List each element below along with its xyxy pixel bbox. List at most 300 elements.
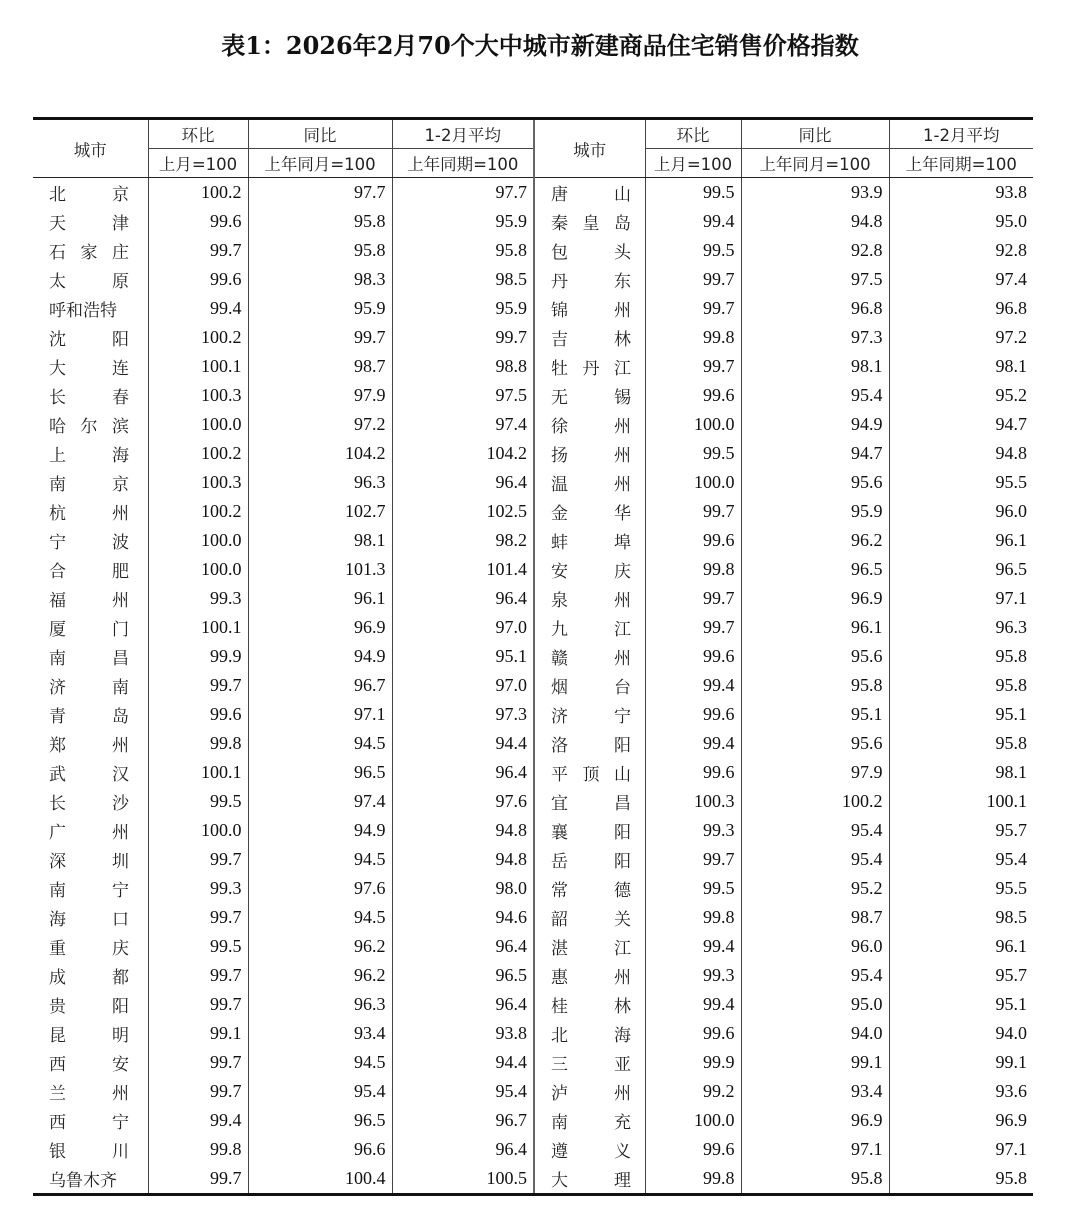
mom-cell-left: 99.7	[148, 961, 248, 990]
yoy-cell-right: 97.5	[741, 265, 889, 294]
mom-cell-right: 99.5	[645, 178, 741, 208]
header-avg-base-left: 上年同期=100	[392, 149, 534, 178]
avg-cell-left: 96.7	[392, 1106, 534, 1135]
city-cell-right	[534, 1106, 645, 1135]
mom-cell-left: 99.7	[148, 1164, 248, 1195]
yoy-cell-left: 96.7	[248, 671, 392, 700]
table-row	[33, 613, 1033, 642]
mom-cell-right: 99.4	[645, 990, 741, 1019]
table-header	[33, 119, 1033, 178]
city-cell-right	[534, 874, 645, 903]
yoy-cell-left: 94.9	[248, 816, 392, 845]
city-cell-left	[33, 874, 148, 903]
city-cell-right	[534, 1077, 645, 1106]
city-name: 平 顶 山	[551, 765, 631, 785]
city-name: 秦 皇 岛	[551, 214, 631, 234]
city-cell-right	[534, 961, 645, 990]
table-row	[33, 961, 1033, 990]
mom-cell-right: 99.8	[645, 555, 741, 584]
table-row	[33, 903, 1033, 932]
table-title: 表1：2026年2月70个大中城市新建商品住宅销售价格指数	[221, 31, 859, 60]
avg-cell-left: 95.9	[392, 294, 534, 323]
city-cell-right	[534, 729, 645, 758]
mom-cell-right: 99.7	[645, 613, 741, 642]
mom-cell-left: 99.6	[148, 207, 248, 236]
city-cell-left	[33, 352, 148, 381]
table-row	[33, 294, 1033, 323]
city-cell-left	[33, 932, 148, 961]
header-yoy-base-right: 上年同月=100	[741, 149, 889, 178]
yoy-cell-right: 92.8	[741, 236, 889, 265]
yoy-cell-right: 95.6	[741, 642, 889, 671]
city-cell-right	[534, 265, 645, 294]
table-row	[33, 468, 1033, 497]
city-cell-right	[534, 555, 645, 584]
city-cell-left	[33, 265, 148, 294]
yoy-cell-right: 98.1	[741, 352, 889, 381]
city-name: 太 原	[49, 272, 129, 292]
avg-cell-left: 97.0	[392, 613, 534, 642]
mom-cell-right: 99.3	[645, 961, 741, 990]
city-name: 西 安	[49, 1055, 129, 1075]
avg-cell-right: 95.2	[889, 381, 1033, 410]
avg-cell-right: 98.1	[889, 352, 1033, 381]
mom-cell-right: 99.7	[645, 497, 741, 526]
city-name: 杭 州	[49, 504, 129, 524]
yoy-cell-right: 95.2	[741, 874, 889, 903]
city-cell-right	[534, 787, 645, 816]
mom-cell-right: 99.7	[645, 265, 741, 294]
city-name: 银 川	[49, 1142, 129, 1162]
table-row	[33, 787, 1033, 816]
mom-cell-right: 99.9	[645, 1048, 741, 1077]
header-mom-base-left: 上月=100	[148, 149, 248, 178]
city-name: 海 口	[49, 910, 129, 930]
avg-cell-right: 95.7	[889, 816, 1033, 845]
mom-cell-right: 100.0	[645, 410, 741, 439]
city-name: 惠 州	[551, 968, 631, 988]
city-name: 南 昌	[49, 649, 129, 669]
mom-cell-left: 99.8	[148, 729, 248, 758]
city-name: 扬 州	[551, 446, 631, 466]
mom-cell-right: 99.6	[645, 381, 741, 410]
mom-cell-right: 99.6	[645, 1135, 741, 1164]
yoy-cell-right: 95.6	[741, 729, 889, 758]
yoy-cell-right: 93.9	[741, 178, 889, 208]
city-name: 岳 阳	[551, 852, 631, 872]
avg-cell-right: 96.8	[889, 294, 1033, 323]
city-cell-right	[534, 497, 645, 526]
table-row	[33, 584, 1033, 613]
yoy-cell-left: 94.5	[248, 729, 392, 758]
table-row	[33, 874, 1033, 903]
city-name: 西 宁	[49, 1113, 129, 1133]
avg-cell-left: 96.4	[392, 468, 534, 497]
city-cell-right	[534, 526, 645, 555]
city-cell-left	[33, 381, 148, 410]
mom-cell-left: 100.3	[148, 468, 248, 497]
city-name: 赣 州	[551, 649, 631, 669]
city-name: 宁 波	[49, 533, 129, 553]
yoy-cell-left: 101.3	[248, 555, 392, 584]
avg-cell-right: 95.4	[889, 845, 1033, 874]
yoy-cell-left: 94.5	[248, 903, 392, 932]
city-name: 桂 林	[551, 997, 631, 1017]
table-row	[33, 497, 1033, 526]
avg-cell-left: 98.2	[392, 526, 534, 555]
city-cell-right	[534, 932, 645, 961]
city-name: 兰 州	[49, 1084, 129, 1104]
yoy-cell-right: 96.9	[741, 1106, 889, 1135]
table-row	[33, 671, 1033, 700]
yoy-cell-left: 97.7	[248, 178, 392, 208]
city-cell-right	[534, 323, 645, 352]
mom-cell-right: 99.3	[645, 816, 741, 845]
yoy-cell-right: 95.9	[741, 497, 889, 526]
city-name: 广 州	[49, 823, 129, 843]
mom-cell-right: 100.0	[645, 1106, 741, 1135]
table-row	[33, 932, 1033, 961]
table-row	[33, 1077, 1033, 1106]
city-cell-left	[33, 526, 148, 555]
yoy-cell-left: 96.1	[248, 584, 392, 613]
price-index-table	[33, 117, 1033, 1196]
avg-cell-left: 97.0	[392, 671, 534, 700]
avg-cell-right: 96.1	[889, 932, 1033, 961]
yoy-cell-left: 96.3	[248, 990, 392, 1019]
city-name: 襄 阳	[551, 823, 631, 843]
mom-cell-left: 99.7	[148, 845, 248, 874]
city-name: 郑 州	[49, 736, 129, 756]
yoy-cell-left: 96.6	[248, 1135, 392, 1164]
mom-cell-right: 99.4	[645, 729, 741, 758]
avg-cell-left: 96.4	[392, 932, 534, 961]
city-cell-left	[33, 961, 148, 990]
avg-cell-left: 96.4	[392, 990, 534, 1019]
avg-cell-right: 94.7	[889, 410, 1033, 439]
city-cell-right	[534, 1135, 645, 1164]
yoy-cell-left: 96.5	[248, 758, 392, 787]
yoy-cell-right: 100.2	[741, 787, 889, 816]
yoy-cell-left: 104.2	[248, 439, 392, 468]
yoy-cell-left: 97.4	[248, 787, 392, 816]
avg-cell-right: 92.8	[889, 236, 1033, 265]
mom-cell-left: 99.7	[148, 1048, 248, 1077]
mom-cell-left: 100.0	[148, 526, 248, 555]
mom-cell-right: 99.8	[645, 323, 741, 352]
city-cell-right	[534, 410, 645, 439]
mom-cell-right: 99.5	[645, 236, 741, 265]
city-cell-right	[534, 758, 645, 787]
header-avg-base-right: 上年同期=100	[889, 149, 1033, 178]
mom-cell-right: 100.3	[645, 787, 741, 816]
yoy-cell-right: 97.9	[741, 758, 889, 787]
yoy-cell-left: 95.9	[248, 294, 392, 323]
city-cell-left	[33, 207, 148, 236]
mom-cell-left: 100.2	[148, 497, 248, 526]
city-name: 常 德	[551, 881, 631, 901]
city-name: 呼 和 浩 特	[49, 301, 117, 321]
mom-cell-right: 100.0	[645, 468, 741, 497]
city-name: 沈 阳	[49, 330, 129, 350]
mom-cell-left: 100.2	[148, 323, 248, 352]
yoy-cell-left: 97.6	[248, 874, 392, 903]
mom-cell-right: 99.4	[645, 207, 741, 236]
city-name: 厦 门	[49, 620, 129, 640]
avg-cell-left: 96.4	[392, 758, 534, 787]
avg-cell-left: 97.7	[392, 178, 534, 208]
city-cell-left	[33, 1048, 148, 1077]
avg-cell-right: 95.7	[889, 961, 1033, 990]
city-cell-left	[33, 729, 148, 758]
yoy-cell-right: 95.6	[741, 468, 889, 497]
yoy-cell-left: 97.1	[248, 700, 392, 729]
mom-cell-left: 99.5	[148, 932, 248, 961]
avg-cell-right: 98.1	[889, 758, 1033, 787]
city-name: 丹 东	[551, 272, 631, 292]
avg-cell-left: 100.5	[392, 1164, 534, 1195]
city-name: 济 南	[49, 678, 129, 698]
avg-cell-left: 94.6	[392, 903, 534, 932]
header-city-right: 城市	[534, 119, 645, 178]
yoy-cell-left: 98.3	[248, 265, 392, 294]
yoy-cell-right: 95.8	[741, 671, 889, 700]
yoy-cell-left: 94.9	[248, 642, 392, 671]
yoy-cell-left: 97.9	[248, 381, 392, 410]
table-row	[33, 642, 1033, 671]
city-name: 湛 江	[551, 939, 631, 959]
city-name: 泉 州	[551, 591, 631, 611]
mom-cell-left: 100.2	[148, 178, 248, 208]
city-name: 昆 明	[49, 1026, 129, 1046]
avg-cell-right: 95.5	[889, 468, 1033, 497]
mom-cell-right: 99.6	[645, 758, 741, 787]
table-row	[33, 1048, 1033, 1077]
table-row	[33, 555, 1033, 584]
city-name: 南 充	[551, 1113, 631, 1133]
city-cell-right	[534, 700, 645, 729]
mom-cell-right: 99.8	[645, 903, 741, 932]
city-cell-right	[534, 584, 645, 613]
city-cell-right	[534, 816, 645, 845]
header-yoy-base-left: 上年同月=100	[248, 149, 392, 178]
city-cell-left	[33, 1019, 148, 1048]
avg-cell-left: 101.4	[392, 555, 534, 584]
city-cell-right	[534, 178, 645, 208]
city-name: 吉 林	[551, 330, 631, 350]
avg-cell-right: 97.4	[889, 265, 1033, 294]
table-row	[33, 758, 1033, 787]
avg-cell-right: 94.0	[889, 1019, 1033, 1048]
mom-cell-left: 100.0	[148, 555, 248, 584]
city-cell-left	[33, 323, 148, 352]
yoy-cell-right: 93.4	[741, 1077, 889, 1106]
mom-cell-left: 100.1	[148, 613, 248, 642]
table-row	[33, 990, 1033, 1019]
yoy-cell-left: 96.3	[248, 468, 392, 497]
city-name: 宜 昌	[551, 794, 631, 814]
avg-cell-left: 95.8	[392, 236, 534, 265]
city-cell-right	[534, 903, 645, 932]
yoy-cell-left: 97.2	[248, 410, 392, 439]
city-name: 牡 丹 江	[551, 359, 631, 379]
mom-cell-left: 99.1	[148, 1019, 248, 1048]
mom-cell-right: 99.5	[645, 874, 741, 903]
city-name: 无 锡	[551, 388, 631, 408]
city-name: 徐 州	[551, 417, 631, 437]
mom-cell-left: 99.6	[148, 700, 248, 729]
mom-cell-right: 99.6	[645, 526, 741, 555]
city-cell-left	[33, 555, 148, 584]
table-row	[33, 700, 1033, 729]
city-cell-left	[33, 178, 148, 208]
mom-cell-left: 100.0	[148, 816, 248, 845]
city-name: 温 州	[551, 475, 631, 495]
mom-cell-left: 99.7	[148, 671, 248, 700]
city-cell-right	[534, 1019, 645, 1048]
yoy-cell-left: 96.2	[248, 961, 392, 990]
yoy-cell-right: 95.8	[741, 1164, 889, 1195]
avg-cell-right: 94.8	[889, 439, 1033, 468]
table-row	[33, 439, 1033, 468]
city-cell-left	[33, 410, 148, 439]
yoy-cell-left: 99.7	[248, 323, 392, 352]
city-cell-left	[33, 845, 148, 874]
mom-cell-left: 99.6	[148, 265, 248, 294]
table-row	[33, 236, 1033, 265]
avg-cell-right: 93.8	[889, 178, 1033, 208]
yoy-cell-right: 98.7	[741, 903, 889, 932]
city-cell-right	[534, 642, 645, 671]
avg-cell-right: 96.0	[889, 497, 1033, 526]
yoy-cell-left: 94.5	[248, 845, 392, 874]
city-name: 福 州	[49, 591, 129, 611]
avg-cell-left: 95.1	[392, 642, 534, 671]
mom-cell-right: 99.4	[645, 932, 741, 961]
header-yoy-left: 同比	[248, 119, 392, 149]
mom-cell-left: 100.3	[148, 381, 248, 410]
city-name: 南 宁	[49, 881, 129, 901]
city-name: 石 家 庄	[49, 243, 129, 263]
yoy-cell-left: 98.1	[248, 526, 392, 555]
yoy-cell-right: 96.2	[741, 526, 889, 555]
mom-cell-left: 99.7	[148, 990, 248, 1019]
avg-cell-left: 96.4	[392, 584, 534, 613]
mom-cell-right: 99.6	[645, 1019, 741, 1048]
city-cell-left	[33, 816, 148, 845]
table-row	[33, 1135, 1033, 1164]
yoy-cell-right: 94.7	[741, 439, 889, 468]
city-cell-left	[33, 584, 148, 613]
table-row	[33, 1019, 1033, 1048]
city-cell-right	[534, 671, 645, 700]
city-name: 成 都	[49, 968, 129, 988]
city-name: 济 宁	[551, 707, 631, 727]
city-name: 青 岛	[49, 707, 129, 727]
table-row	[33, 207, 1033, 236]
avg-cell-right: 95.0	[889, 207, 1033, 236]
header-yoy-right: 同比	[741, 119, 889, 149]
table-row	[33, 1164, 1033, 1195]
avg-cell-left: 102.5	[392, 497, 534, 526]
city-name: 贵 阳	[49, 997, 129, 1017]
mom-cell-left: 99.5	[148, 787, 248, 816]
table-row	[33, 845, 1033, 874]
avg-cell-right: 96.3	[889, 613, 1033, 642]
header-mom-base-right: 上月=100	[645, 149, 741, 178]
mom-cell-left: 99.3	[148, 584, 248, 613]
city-cell-left	[33, 700, 148, 729]
table-row	[33, 410, 1033, 439]
city-name: 金 华	[551, 504, 631, 524]
mom-cell-left: 100.1	[148, 758, 248, 787]
table-body	[33, 178, 1033, 1195]
city-cell-left	[33, 497, 148, 526]
avg-cell-left: 97.6	[392, 787, 534, 816]
city-name: 重 庆	[49, 939, 129, 959]
city-cell-left	[33, 990, 148, 1019]
city-cell-right	[534, 1164, 645, 1195]
yoy-cell-left: 94.5	[248, 1048, 392, 1077]
yoy-cell-right: 94.0	[741, 1019, 889, 1048]
avg-cell-right: 97.2	[889, 323, 1033, 352]
yoy-cell-left: 96.2	[248, 932, 392, 961]
mom-cell-right: 99.4	[645, 671, 741, 700]
mom-cell-left: 99.7	[148, 236, 248, 265]
city-cell-right	[534, 381, 645, 410]
avg-cell-left: 98.0	[392, 874, 534, 903]
avg-cell-left: 96.4	[392, 1135, 534, 1164]
city-name: 包 头	[551, 243, 631, 263]
yoy-cell-right: 96.1	[741, 613, 889, 642]
city-name: 锦 州	[551, 301, 631, 321]
yoy-cell-right: 97.1	[741, 1135, 889, 1164]
city-name: 深 圳	[49, 852, 129, 872]
avg-cell-right: 95.1	[889, 700, 1033, 729]
avg-cell-left: 94.4	[392, 729, 534, 758]
avg-cell-left: 97.3	[392, 700, 534, 729]
avg-cell-right: 96.5	[889, 555, 1033, 584]
avg-cell-right: 98.5	[889, 903, 1033, 932]
city-name: 长 春	[49, 388, 129, 408]
city-name: 韶 关	[551, 910, 631, 930]
table-row	[33, 265, 1033, 294]
yoy-cell-right: 94.8	[741, 207, 889, 236]
avg-cell-right: 95.5	[889, 874, 1033, 903]
city-cell-right	[534, 294, 645, 323]
yoy-cell-right: 95.4	[741, 961, 889, 990]
city-cell-right	[534, 236, 645, 265]
avg-cell-left: 93.8	[392, 1019, 534, 1048]
city-name: 洛 阳	[551, 736, 631, 756]
table-row	[33, 729, 1033, 758]
mom-cell-left: 100.0	[148, 410, 248, 439]
mom-cell-left: 99.9	[148, 642, 248, 671]
city-cell-left	[33, 758, 148, 787]
city-cell-left	[33, 1164, 148, 1195]
avg-cell-right: 100.1	[889, 787, 1033, 816]
yoy-cell-right: 96.8	[741, 294, 889, 323]
avg-cell-right: 95.8	[889, 671, 1033, 700]
mom-cell-right: 99.7	[645, 584, 741, 613]
yoy-cell-left: 95.4	[248, 1077, 392, 1106]
avg-cell-right: 95.8	[889, 1164, 1033, 1195]
yoy-cell-right: 97.3	[741, 323, 889, 352]
avg-cell-right: 95.1	[889, 990, 1033, 1019]
avg-cell-left: 94.8	[392, 845, 534, 874]
table-row	[33, 381, 1033, 410]
yoy-cell-left: 93.4	[248, 1019, 392, 1048]
